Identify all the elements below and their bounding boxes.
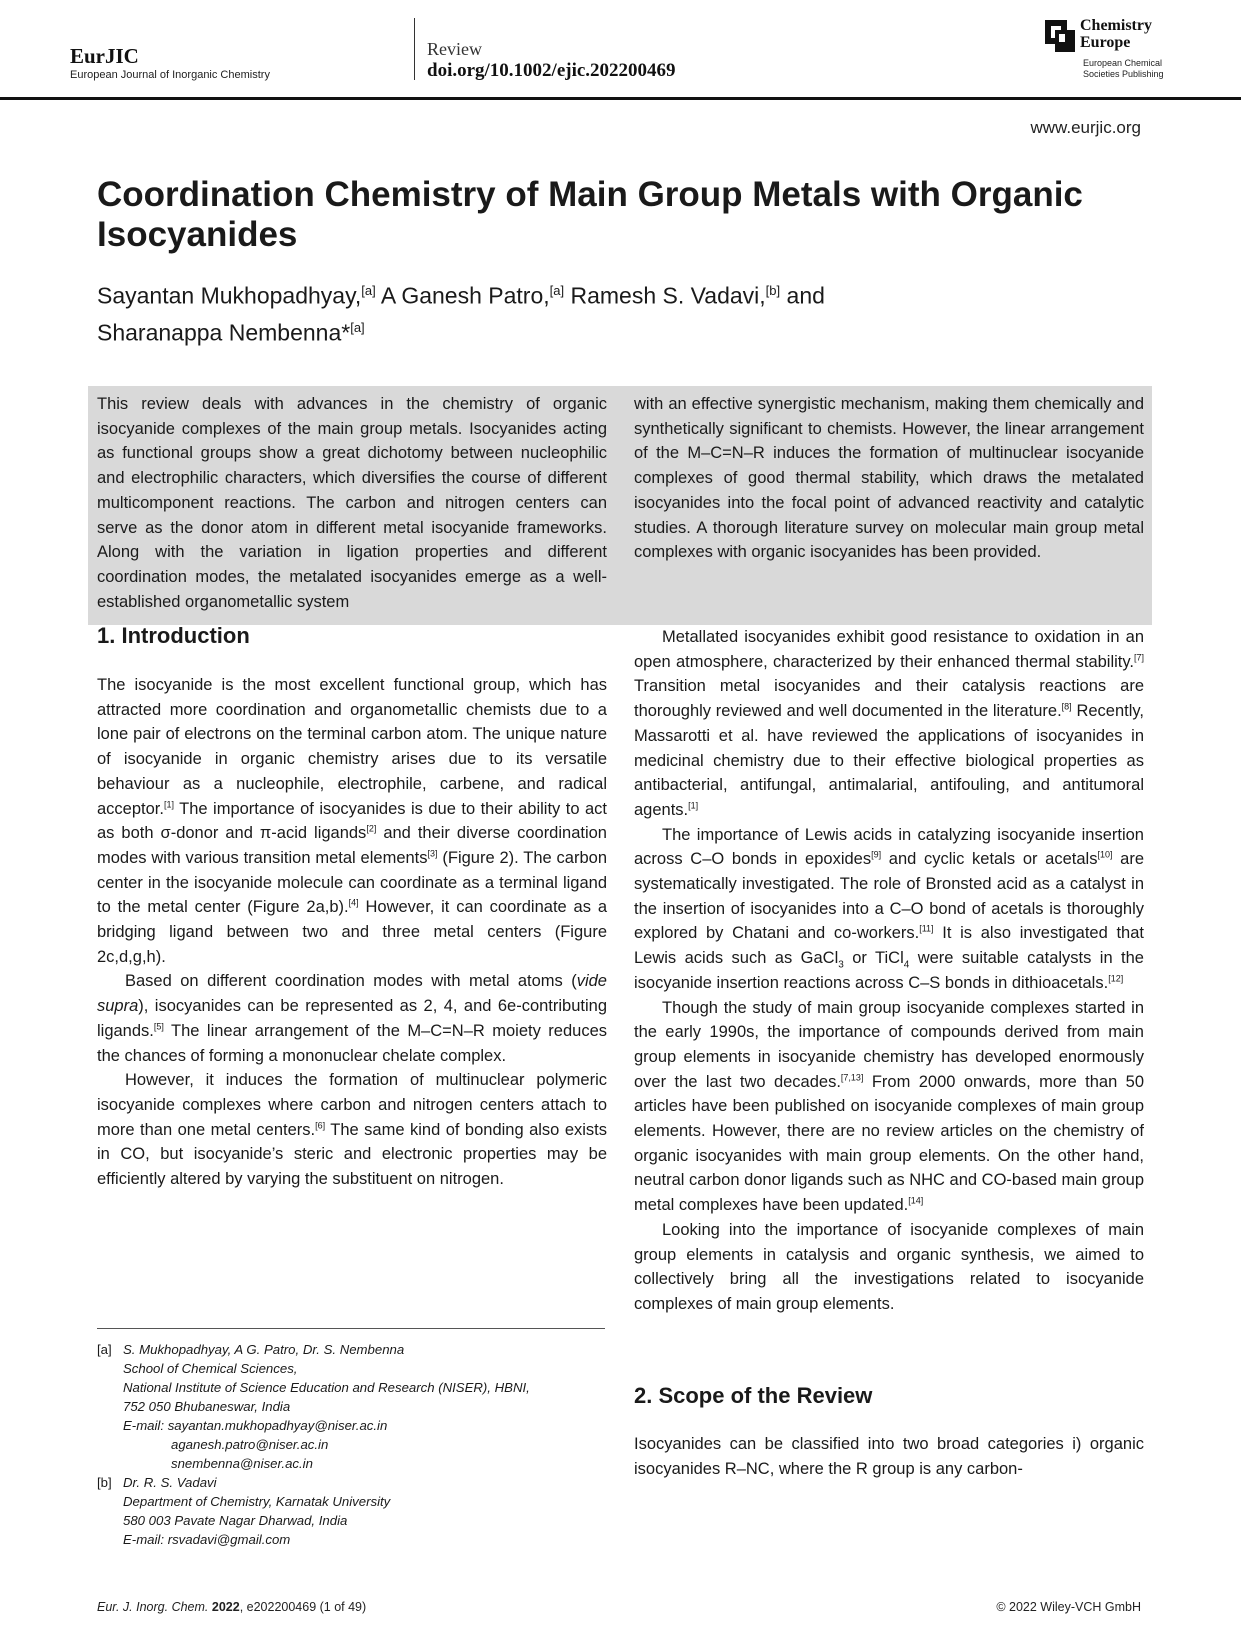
citation[interactable]: [2] bbox=[366, 823, 377, 834]
paragraph bbox=[634, 823, 1144, 996]
subscript: 4 bbox=[903, 959, 910, 971]
footnote-line: Dr. R. S. Vadavi bbox=[123, 1475, 217, 1490]
text-run: (Figure 2). The carbon center in the isocyanide molecule can coordinate as a terminal ligand to the metal center (Figure 2a,b). bbox=[97, 848, 607, 917]
footnote-label: [a] bbox=[97, 1342, 112, 1357]
text-run: Based on different coordination modes with metal atoms ( bbox=[125, 972, 577, 991]
citation[interactable]: [4] bbox=[348, 897, 359, 908]
citation[interactable]: [7] bbox=[1133, 652, 1144, 663]
body-right-column bbox=[634, 625, 1144, 1317]
text-run: The importance of Lewis acids in catalyzing isocyanide insertion across C–O bonds in epoxides bbox=[634, 825, 1144, 869]
citation[interactable]: [8] bbox=[1061, 701, 1072, 712]
affiliation-marker: [a] bbox=[361, 283, 376, 298]
footnote-line: 580 003 Pavate Nagar Dharwad, India bbox=[123, 1513, 348, 1528]
footnote-b bbox=[97, 1473, 607, 1549]
text-run: ), isocyanides can be represented as 2, 4, and 6e-contributing ligands. bbox=[97, 997, 607, 1040]
paragraph: Looking into the importance of isocyanide complexes of main group elements in catalysis and organic synthesis, we aimed to collectively bring all the investigations related to isocyanide complexes of main group elements. bbox=[634, 1220, 1144, 1313]
journal-abbreviation: EurJIC bbox=[70, 44, 139, 68]
text-run: It is also investigated that Lewis acids such as GaCl bbox=[634, 924, 1144, 968]
text-run: The isocyanide is the most excellent functional group, which has attracted more coordination and organometallic chemists due to a lone pair of electrons on the terminal carbon atom. The unique nature of isocyanide in organic chemistry arises due to its versatile behaviour as a nucleophile, electrophile, carbene, and radical acceptor. bbox=[97, 676, 607, 818]
subscript: 3 bbox=[838, 959, 844, 971]
email-link[interactable]: E-mail: sayantan.mukhopadhyay@niser.ac.in bbox=[123, 1418, 388, 1433]
text-run: The linear arrangement of the M–C=N–R moiety reduces the chances of forming a mononuclear chelate complex. bbox=[97, 1021, 607, 1065]
paragraph bbox=[97, 969, 607, 1068]
footnote-rule bbox=[97, 1328, 605, 1329]
text-run: The same kind of bonding also exists in CO, but isocyanide’s steric and electronic properties may be efficiently altered by varying the substituent on nitrogen. bbox=[97, 1120, 607, 1189]
text-run: or TiCl bbox=[843, 949, 904, 968]
publisher-subtitle bbox=[1083, 58, 1193, 80]
article-title: Coordination Chemistry of Main Group Metals with Organic Isocyanides bbox=[97, 175, 1083, 254]
footnote-a bbox=[97, 1340, 607, 1473]
publisher-name-line-2: Europe bbox=[1080, 34, 1131, 51]
citation[interactable]: [3] bbox=[427, 848, 438, 859]
text-run: The importance of isocyanides is due to their ability to act as both σ-donor and π-acid ligands bbox=[97, 799, 607, 843]
paragraph bbox=[97, 673, 607, 969]
italic-text: vide supra bbox=[97, 972, 607, 1016]
author-name: Sayantan Mukhopadhyay, bbox=[97, 282, 362, 309]
text-run: From 2000 onwards, more than 50 articles have been published on isocyanide complexes of main group elements. However, there are no review articles on the chemistry of organic isocyanides with main group elements. On the other hand, neutral carbon donor ligands such as NHC and CO-based main group metal complexes have been updated. bbox=[634, 1072, 1144, 1215]
section-heading-introduction: 1. Introduction bbox=[97, 623, 250, 648]
paragraph bbox=[634, 996, 1144, 1218]
article-type: Review bbox=[427, 39, 482, 59]
text-run: and cyclic ketals or acetals bbox=[881, 850, 1098, 869]
text-run: were suitable catalysts in the isocyanide insertion reactions across C–S bonds in dithioacetals. bbox=[634, 949, 1144, 992]
page-header bbox=[0, 0, 1241, 100]
text-run: However, it induces the formation of multinuclear polymeric isocyanide complexes where carbon and nitrogen centers attach to more than one metal centers. bbox=[97, 1071, 607, 1139]
affiliation-marker: [a] bbox=[350, 319, 365, 335]
scope-text bbox=[634, 1432, 1144, 1481]
citation[interactable]: [14] bbox=[908, 1195, 924, 1206]
body-left-column bbox=[97, 673, 607, 1192]
author-list bbox=[97, 275, 997, 348]
text-run: However, it can coordinate as a bridging ligand between two and three metal centers (Figure 2c,d,g,h). bbox=[97, 898, 608, 966]
publisher-subtitle-line-2: Societies Publishing bbox=[1083, 69, 1164, 79]
affiliation-footnotes bbox=[97, 1340, 607, 1549]
footnote-line: National Institute of Science Education and Research (NISER), HBNI, bbox=[123, 1380, 530, 1395]
citation[interactable]: [12] bbox=[1108, 973, 1124, 984]
paragraph: Isocyanides can be classified into two broad categories i) organic isocyanides R–NC, where the R group is any carbon- bbox=[634, 1435, 1144, 1478]
email-link[interactable]: E-mail: rsvadavi@gmail.com bbox=[123, 1532, 291, 1547]
footer-article: , e202200469 (1 of 49) bbox=[239, 1600, 367, 1614]
text-run: are systematically investigated. The role of Bronsted acid as a catalyst in the insertion of isocyanides into a C–O bond of acetals is thoroughly explored by Chatani and co-workers. bbox=[634, 850, 1144, 943]
footer-year: 2022 bbox=[211, 1600, 240, 1614]
text-run: Transition metal isocyanides and their catalysis reactions are thoroughly reviewed and well documented in the literature. bbox=[634, 677, 1144, 721]
page-footer-citation bbox=[97, 1600, 366, 1614]
paragraph bbox=[97, 1068, 607, 1192]
header-divider bbox=[414, 18, 415, 80]
chemistry-europe-logo-icon bbox=[1045, 20, 1075, 52]
affiliation-marker: [a] bbox=[549, 283, 565, 298]
text-run: and their diverse coordination modes with various transition metal elements bbox=[97, 824, 607, 867]
footnote-line: School of Chemical Sciences, bbox=[123, 1361, 298, 1376]
paragraph bbox=[634, 625, 1144, 823]
footnote-line: Department of Chemistry, Karnatak University bbox=[123, 1494, 391, 1509]
author-name: Ramesh S. Vadavi, bbox=[564, 282, 766, 309]
journal-website-link[interactable]: www.eurjic.org bbox=[1030, 118, 1141, 137]
text-run: Recently, Massarotti et al. have reviewed the applications of isocyanides in medicinal chemistry due to their effective biological properties as antibacterial, antifungal, antimalarial, antifouling, and antitumoral agents. bbox=[634, 702, 1144, 819]
section-heading-scope: 2. Scope of the Review bbox=[634, 1383, 873, 1408]
citation[interactable]: [9] bbox=[871, 849, 882, 860]
publisher-subtitle-line-1: European Chemical bbox=[1083, 58, 1163, 68]
doi-link[interactable]: doi.org/10.1002/ejic.202200469 bbox=[427, 60, 676, 81]
citation[interactable]: [6] bbox=[315, 1120, 326, 1131]
text-run: Though the study of main group isocyanide complexes started in the early 1990s, the importance of compounds derived from main group elements in isocyanide chemistry has developed enormously over the last two decades. bbox=[634, 998, 1144, 1091]
page-footer-copyright: © 2022 Wiley-VCH GmbH bbox=[996, 1600, 1141, 1614]
citation[interactable]: [1] bbox=[688, 800, 699, 811]
citation[interactable]: [11] bbox=[919, 923, 934, 934]
footnote-label: [b] bbox=[97, 1475, 112, 1490]
citation[interactable]: [1] bbox=[163, 799, 174, 810]
text-run: Metallated isocyanides exhibit good resistance to oxidation in an open atmosphere, characterized by their enhanced thermal stability. bbox=[634, 628, 1144, 671]
email-link[interactable]: snembenna@niser.ac.in bbox=[171, 1456, 313, 1471]
email-link[interactable]: aganesh.patro@niser.ac.in bbox=[171, 1437, 329, 1452]
abstract-right-column: with an effective synergistic mechanism, making them chemically and synthetically significant to chemists. However, the linear arrangement of the M–C=N–R induces the formation of multinuclear isocyanide complexes of good thermal stability, which draws the metalated isocyanides into the focal point of advanced reactivity and catalytic studies. A thorough literature survey on molecular main group metal complexes with organic isocyanides has been provided. bbox=[634, 395, 1144, 562]
affiliation-marker: [b] bbox=[765, 283, 781, 298]
footer-journal: Eur. J. Inorg. Chem. bbox=[97, 1600, 209, 1614]
footnote-line: 752 050 Bhubaneswar, India bbox=[123, 1399, 291, 1414]
header-rule bbox=[0, 97, 1241, 100]
journal-full-name: European Journal of Inorganic Chemistry bbox=[70, 69, 270, 81]
publisher-name-line-1: Chemistry bbox=[1080, 17, 1152, 34]
author-name: Sharanappa Nembenna* bbox=[97, 319, 351, 346]
author-name: A Ganesh Patro, bbox=[375, 282, 550, 309]
abstract-left-column: This review deals with advances in the chemistry of organic isocyanide complexes of the main group metals. Isocyanides acting as functional groups show a great dichotomy between nucleophilic and electrophilic characters, which diversifies the course of different multicomponent reactions. The carbon and nitrogen centers can serve as the donor atom in different metal isocyanide frameworks. Along with the variation in ligation properties and different coordination modes, the metalated isocyanides emerge as a well-established organometallic system bbox=[97, 395, 607, 611]
citation[interactable]: [10] bbox=[1097, 849, 1113, 860]
citation[interactable]: [5] bbox=[153, 1021, 164, 1032]
citation[interactable]: [7,13] bbox=[840, 1072, 864, 1083]
footnote-line: S. Mukhopadhyay, A G. Patro, Dr. S. Nembenna bbox=[123, 1342, 405, 1357]
publisher-name bbox=[1080, 17, 1210, 51]
author-separator: and bbox=[780, 282, 825, 309]
